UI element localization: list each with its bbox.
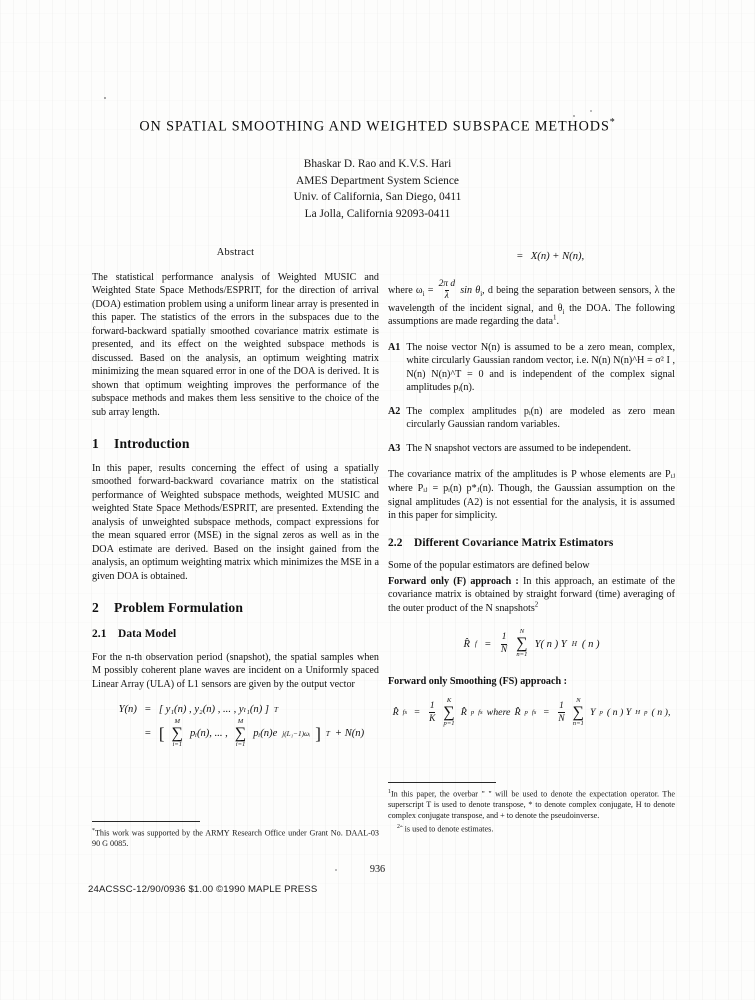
page-number: 936 bbox=[369, 864, 386, 875]
equation-where-word: where bbox=[486, 707, 511, 719]
scan-speck bbox=[590, 110, 592, 112]
assumption-tag: A3 bbox=[388, 442, 401, 454]
footnote-rule bbox=[388, 782, 496, 783]
assumption-a3 bbox=[388, 442, 675, 456]
equation-body2-tail: ( n ), bbox=[651, 707, 671, 719]
section-title: Introduction bbox=[114, 435, 190, 451]
footnote-overbar bbox=[388, 787, 675, 821]
author-block bbox=[0, 156, 755, 222]
footnote-funding bbox=[92, 826, 379, 850]
covariance-paragraph: The covariance matrix of the amplitudes is P whose elements are Pᵢⱼ where Pᵢⱼ = pᵢ(n) p*ⱼ(n). Though, the Gaussian assumption on the signal amplitudes (A2) is not essential for the analysis, it is assumed in this paper for simplicity. bbox=[388, 469, 675, 522]
right-column bbox=[388, 246, 676, 834]
left-footnote-area bbox=[92, 816, 379, 850]
section-number: 1 bbox=[92, 435, 99, 451]
section-heading-introduction bbox=[92, 437, 379, 451]
equation-term-1: pᵢ(n), ... , bbox=[189, 728, 228, 740]
subsection-title: Different Covariance Matrix Estimators bbox=[414, 536, 614, 549]
copyright-line: 24ACSSC-12/90/0936 $1.00 ©1990 MAPLE PRESS bbox=[88, 884, 318, 895]
equation-row1-rhs: [ y₁(n) , y₂(n) , ... , yₗ₁(n) ] bbox=[158, 704, 269, 716]
abstract-heading: Abstract bbox=[216, 247, 255, 258]
title-footnote-marker: * bbox=[609, 117, 616, 128]
subsection-number: 2.1 bbox=[92, 628, 107, 641]
where-text-4: , d being the separation between sensors, λ the wavelength of the incident signal, and θ bbox=[388, 284, 676, 314]
assumption-body: The N snapshot vectors are assumed to be independent. bbox=[406, 442, 632, 454]
page-title bbox=[0, 117, 755, 136]
footnote-estimates bbox=[388, 822, 675, 835]
footnote-rule bbox=[92, 821, 200, 822]
subsection-heading-data-model bbox=[92, 628, 379, 642]
where-sub-3: i bbox=[562, 308, 565, 316]
equation-data-model: Y(n) = [ y₁(n) , y₂(n) , ... , yₗ₁(n) ] T = [ M ∑ i=1 pᵢ(n), ... , M ∑ i=1 pᵢ(n)e j(L₁−1)ωᵢ ] T + N(n) bbox=[92, 700, 379, 750]
assumption-body: The noise vector N(n) is assumed to be a zero mean, complex, white circularly Gaussian random vector, i.e. N(n) N(n)^H = σ² I , N(n) N(n)^T = 0 and is independent of the complex signal amplitudes pᵢ(n). bbox=[406, 341, 675, 394]
summation-2: M ∑ i=1 bbox=[234, 718, 247, 748]
assumption-a1 bbox=[388, 341, 675, 395]
equation-body-tail: ( n ) bbox=[581, 638, 600, 650]
fraction-2pid-lambda: $\frac{\text{2π d}}{\lambda}$ bbox=[438, 278, 456, 302]
where-footnote-marker: 1 bbox=[553, 314, 557, 322]
equation-term-2: pᵢ(n)e bbox=[253, 728, 278, 740]
forward-only-footnote-marker: 2 bbox=[534, 601, 539, 609]
fraction-one-over-k: $\frac{1}{K}$ bbox=[429, 701, 436, 724]
author-names: Bhaskar D. Rao and K.V.S. Hari bbox=[303, 158, 452, 170]
section-number: 2 bbox=[92, 599, 99, 615]
summation-1: M ∑ i=1 bbox=[171, 718, 183, 748]
equation-mid1: R̂ bbox=[460, 707, 467, 719]
footnote-text: In this paper, the overbar " " will be used to denote the expectation operator. The superscript T is used to denote transpose, * to denote complex conjugate, H to denote complex conjugate transpose, and + to denote the pseudoinverse. bbox=[388, 789, 675, 820]
equation-tail: + N(n) bbox=[334, 728, 365, 740]
section-title: Problem Formulation bbox=[114, 599, 244, 615]
footnote-marker: * bbox=[92, 828, 95, 834]
subsection-number: 2.2 bbox=[388, 536, 403, 549]
equation-forward-smoothing: R̂ fs = $\frac{1}{K}$ K ∑ p=1 R̂ p fs where R̂ p fs = $\frac{1}{N}$ N ∑ n=1 Y p ( n ) Y H p ( n ), bbox=[392, 697, 671, 727]
equation-body2: Y bbox=[590, 707, 596, 719]
forward-only-paragraph bbox=[388, 575, 675, 616]
affiliation-line-2: Univ. of California, San Diego, 0411 bbox=[293, 191, 462, 204]
equation-forward-only: R̂ f = $\frac{1}{N}$ N ∑ n=1 Y( n ) Y H ( n ) bbox=[463, 628, 600, 658]
footnote-marker: 2 bbox=[397, 823, 400, 830]
where-equals: = bbox=[427, 284, 434, 296]
fs-head bbox=[388, 675, 675, 689]
equation-equals: = bbox=[484, 638, 491, 650]
where-sub-2: i bbox=[480, 290, 483, 298]
summation-k: K ∑ p=1 bbox=[443, 697, 455, 727]
summation-n-2: N ∑ n=1 bbox=[572, 697, 584, 727]
subsection-title: Data Model bbox=[118, 628, 177, 641]
equation-lhs: R̂ bbox=[463, 638, 470, 650]
fraction-one-over-n: $\frac{1}{N}$ bbox=[500, 632, 508, 655]
equation-mid2: R̂ bbox=[514, 707, 521, 719]
equation-body2-mid: ( n ) Y bbox=[606, 707, 632, 719]
summation-n: N ∑ n=1 bbox=[516, 628, 528, 658]
affiliation-line-3: La Jolla, California 92093-0411 bbox=[304, 207, 451, 220]
data-model-body: For the n-th observation period (snapshot), the spatial samples when M possibly coherent plane waves are incident on a Uniformly spaced Linear Array (ULA) of L1 sensors are given by the output vector bbox=[92, 651, 379, 690]
paper-title: ON SPATIAL SMOOTHING AND WEIGHTED SUBSPACE METHODS bbox=[139, 118, 610, 135]
subsection-heading-covariance-estimators bbox=[388, 537, 675, 551]
forward-only-body: In this approach, an estimate of the covariance matrix is obtained by straight forward (time) averaging of the outer product of the N snapshots bbox=[388, 575, 675, 614]
fraction-one-over-n-2: $\frac{1}{N}$ bbox=[558, 701, 565, 724]
assumption-a2 bbox=[388, 405, 675, 432]
assumption-body: The complex amplitudes pᵢ(n) are modeled as zero mean circularly Gaussian random variables. bbox=[406, 405, 675, 431]
assumption-tag: A2 bbox=[388, 405, 401, 417]
estimators-intro: Some of the popular estimators are defined below bbox=[388, 560, 590, 572]
equation-equals-2: = bbox=[543, 707, 550, 719]
equation-equals: = bbox=[414, 707, 420, 719]
where-text-5: the DOA. The following assumptions are made regarding the data bbox=[388, 302, 675, 328]
where-paragraph: where $\omega_i$ = $\frac{\text{2π d}}{\lambda}$ $\sin \theta_i$, d being the separation between sensors, λ the wavelength of the incident signal, and $\theta_i$ the DOA. The following assumptions are made regarding the data$^1$. bbox=[388, 278, 676, 328]
where-text-1: where ω bbox=[388, 284, 423, 296]
equation-lhs: Y(n) bbox=[118, 704, 137, 716]
footnote-text: This work was supported by the ARMY Research Office under Grant No. DAAL-03 90 G 0085. bbox=[92, 828, 379, 849]
footnote-text: ˆ is used to denote estimates. bbox=[399, 824, 494, 834]
fs-head-label: Forward only Smoothing (FS) approach : bbox=[388, 675, 567, 687]
where-sub-1: i bbox=[422, 290, 425, 298]
equation-output-continuation: = X(n) + N(n), bbox=[516, 250, 585, 262]
section-heading-problem-formulation bbox=[92, 601, 379, 615]
introduction-body: In this paper, results concerning the effect of using a spatially smoothed forward-backward covariance matrix on the statistical performance of Weighted subspace methods, weighted MUSIC and weighted State Space Methods/ESPRIT, are presented. Extending the analysis of unweighted subspace methods, compact expressions for the mean squared error (MSE) in the signal zeros as well as in the DOA estimate are derived. Based on the insight gained from the analysis, an optimum weighting matrix which minimizes the MSE in a given DOA is obtained. bbox=[92, 462, 379, 582]
left-column bbox=[92, 246, 379, 849]
right-footnote-area bbox=[388, 777, 675, 835]
forward-only-head: Forward only (F) approach : bbox=[388, 575, 519, 587]
abstract-body: The statistical performance analysis of Weighted MUSIC and Weighted State Space Methods/ESPRIT, for the direction of arrival (DOA) estimation problem using a uniform linear array is presented in this paper. The statistics of the errors in the subspaces due to the forward-backward spatially smoothed covariance matrix estimate is presented, and its effect on the weighted subspace methods is discussed. Based on the analysis, an optimum weighting matrix minimizing the mean squared error in one of the DOA is derived. It is shown that optimum weighting improves the performance of the subspace methods and makes them less sensitive to the choice of the sub array length. bbox=[92, 271, 379, 419]
where-sin-theta: sin θ bbox=[460, 284, 481, 296]
footnote-marker: 1 bbox=[388, 789, 391, 795]
equation-body: Y( n ) Y bbox=[534, 638, 567, 650]
equation-lhs: R̂ bbox=[392, 707, 399, 719]
assumption-tag: A1 bbox=[388, 341, 401, 353]
affiliation-line-1: AMES Department System Science bbox=[296, 174, 459, 187]
scan-speck bbox=[104, 97, 106, 99]
